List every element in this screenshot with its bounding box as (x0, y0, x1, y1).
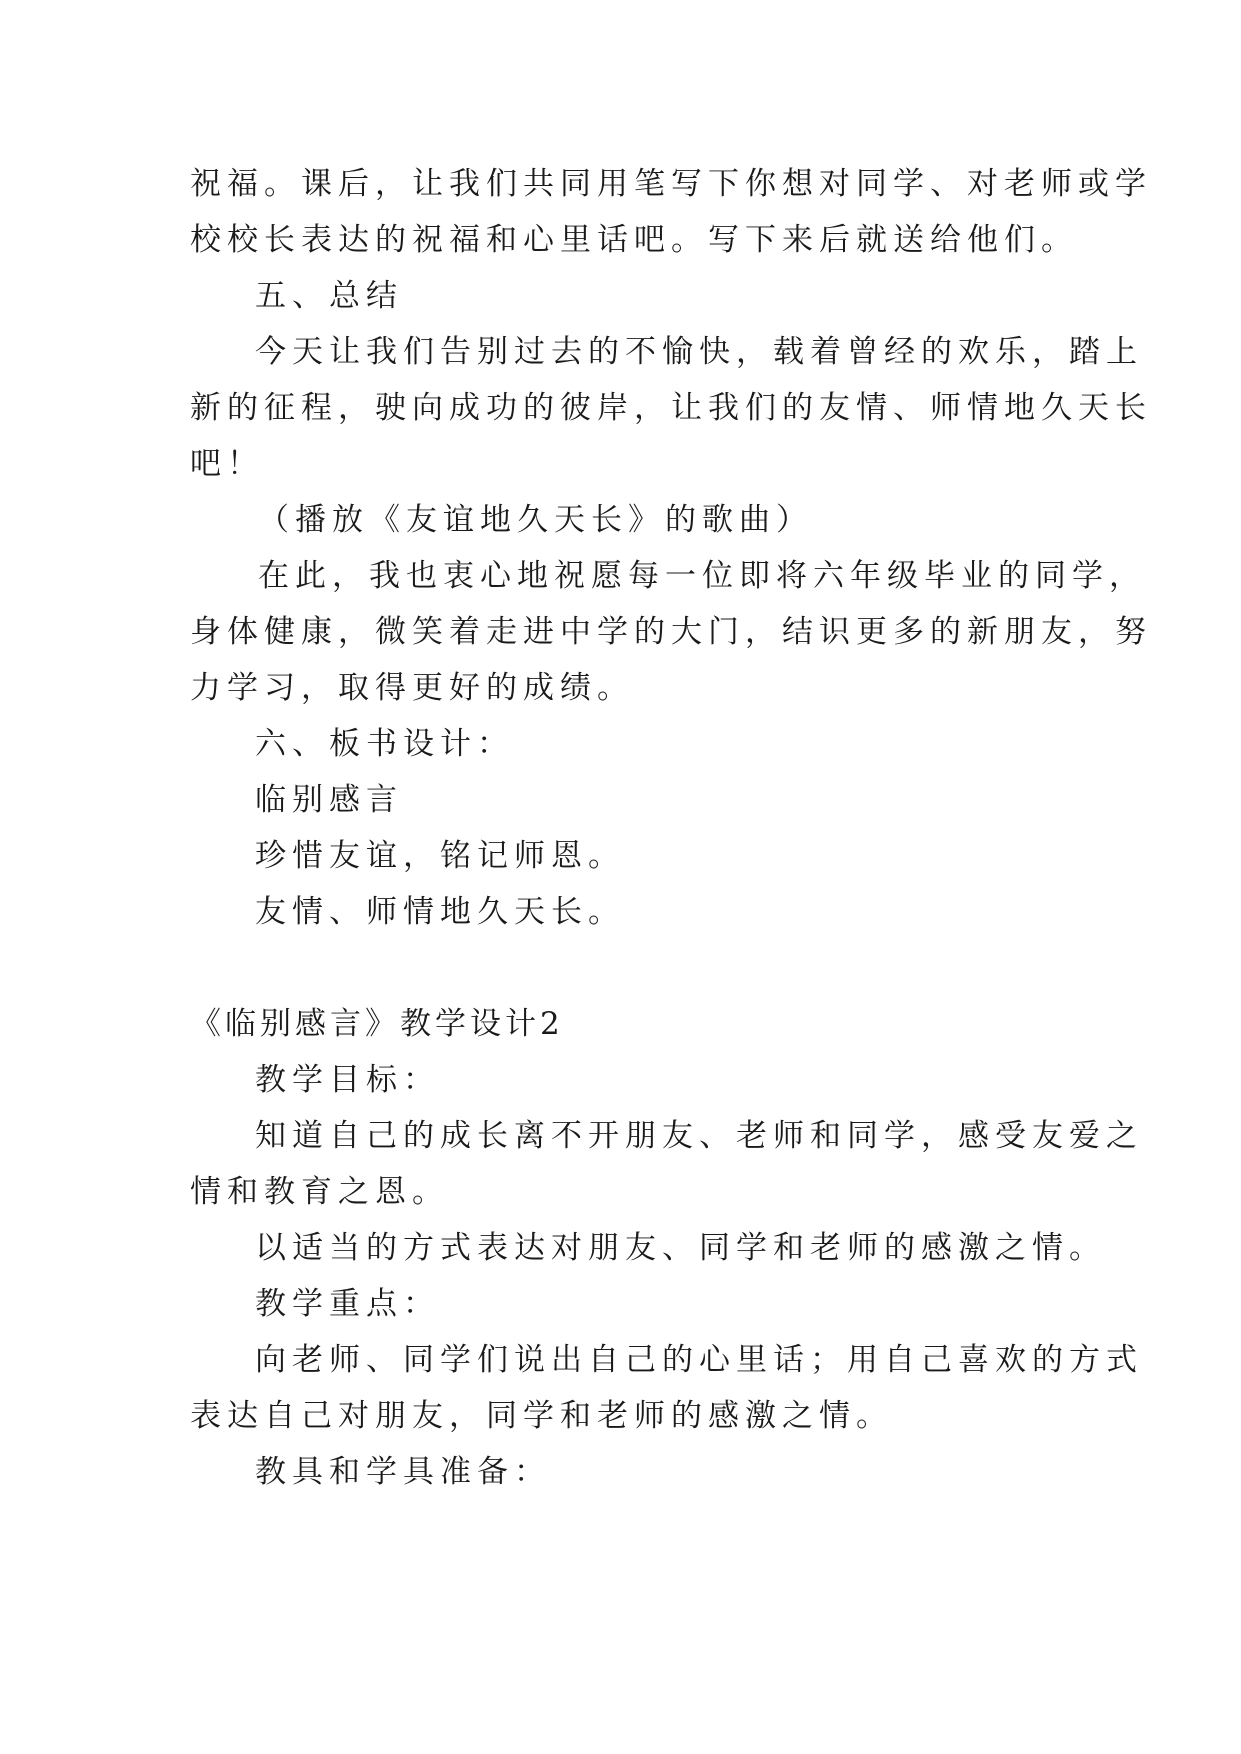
paragraph-line: 祝福。课后，让我们共同用笔写下你想对同学、对老师或学 (190, 166, 1152, 202)
paragraph-line: 临别感言 (255, 782, 403, 818)
paragraph-line: 友情、师情地久天长。 (255, 894, 625, 930)
section-heading: 六、板书设计： (255, 726, 514, 762)
paragraph-line: 珍惜友谊，铭记师恩。 (255, 838, 625, 874)
paragraph-line: 在此，我也衷心地祝愿每一位即将六年级毕业的同学， (258, 558, 1146, 594)
paragraph-line: 吧！ (190, 446, 264, 482)
paragraph-line: 向老师、同学们说出自己的心里话；用自己喜欢的方式 (255, 1342, 1143, 1378)
section-heading: 教学重点： (255, 1286, 440, 1322)
paragraph-line: 新的征程，驶向成功的彼岸，让我们的友情、师情地久天长 (190, 390, 1152, 426)
paragraph-line: 力学习，取得更好的成绩。 (190, 670, 634, 706)
section-heading: 五、总结 (255, 278, 403, 314)
paragraph-line: 表达自己对朋友，同学和老师的感激之情。 (190, 1398, 893, 1434)
document-title: 《临别感言》教学设计2 (190, 1006, 564, 1042)
section-heading: 教具和学具准备： (255, 1454, 551, 1490)
section-heading: 教学目标： (255, 1062, 440, 1098)
paragraph-line: 今天让我们告别过去的不愉快，载着曾经的欢乐，踏上 (255, 334, 1143, 370)
paragraph-line: 校校长表达的祝福和心里话吧。写下来后就送给他们。 (190, 222, 1078, 258)
paragraph-line: 情和教育之恩。 (190, 1174, 449, 1210)
paragraph-line: 以适当的方式表达对朋友、同学和老师的感激之情。 (255, 1230, 1106, 1266)
paragraph-line: 知道自己的成长离不开朋友、老师和同学，感受友爱之 (255, 1118, 1143, 1154)
paragraph-line: 身体健康，微笑着走进中学的大门，结识更多的新朋友，努 (190, 614, 1152, 650)
paragraph-line: （播放《友谊地久天长》的歌曲） (258, 502, 813, 538)
